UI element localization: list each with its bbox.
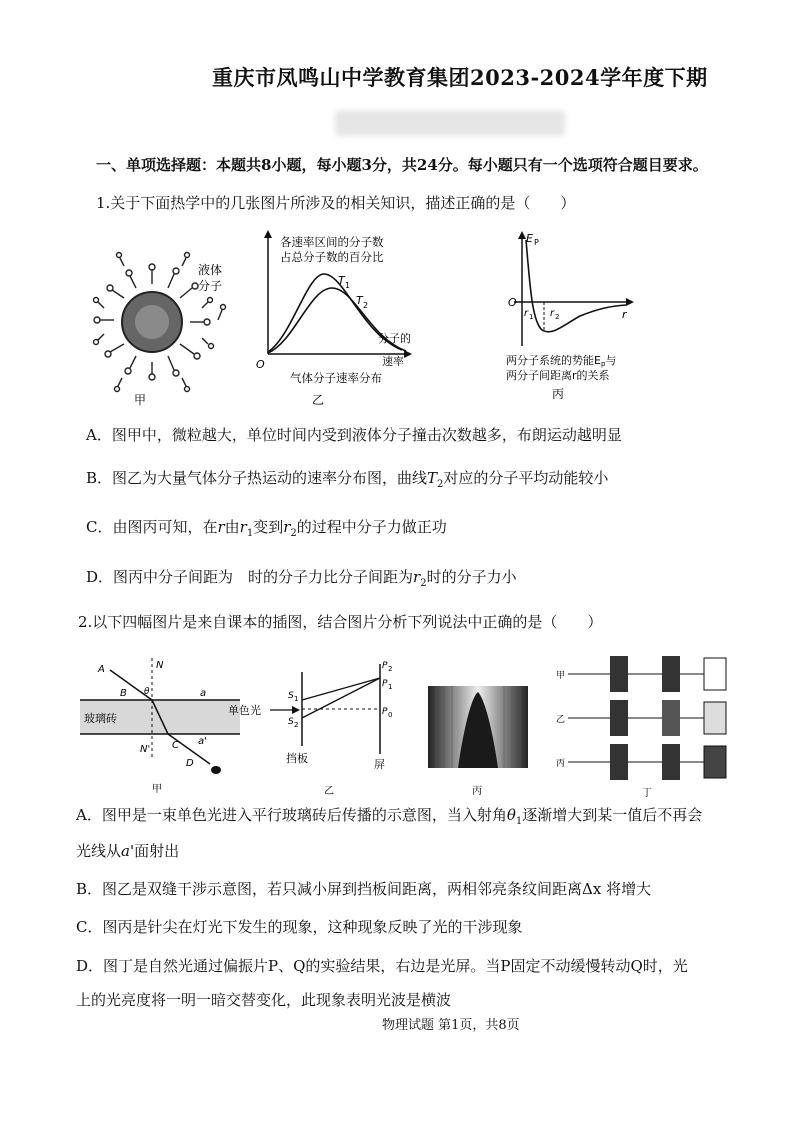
ylabel-line1: 各速率区间的分子数 [280, 235, 384, 249]
polarizer-row-3 [556, 744, 726, 780]
q2-option-a-line2: 光线从a'面射出 [76, 842, 180, 860]
figure-potential-energy [500, 226, 650, 412]
svg-text:1: 1 [529, 313, 534, 321]
svg-text:丙: 丙 [556, 759, 566, 769]
xlabel-line1: 分子的 [378, 332, 411, 345]
q2-option-a-line1: A．图甲是一束单色光进入平行玻璃砖后传播的示意图，当入射角$\theta_1$逐渐增大到某一值后不再会 [76, 806, 703, 827]
origin-label: O [508, 296, 517, 309]
q1-option-a: A．图甲中，微粒越大，单位时间内受到液体分子撞击次数越多，布朗运动越明显 [86, 426, 622, 444]
svg-text:0: 0 [388, 711, 393, 719]
figure-brownian-motion [90, 240, 240, 410]
caption-jia: 甲 [134, 393, 147, 407]
svg-text:P: P [382, 679, 388, 689]
polarizer-row-2 [556, 700, 726, 736]
r2-label: r [550, 308, 555, 319]
svg-text:S: S [288, 717, 294, 727]
svg-text:A: A [98, 664, 105, 675]
figure-title: 气体分子速率分布 [290, 371, 382, 385]
mono-light-label: 单色光 [228, 704, 261, 717]
svg-text:1: 1 [345, 281, 351, 290]
origin-label: O [256, 358, 265, 371]
figure-glass-slab [80, 652, 240, 802]
q1-option-c: C．由图丙可知，在r由$r_1$变到$r_2$的过程中分子力做正功 [86, 518, 447, 539]
q1-option-b: B．图乙为大量气体分子热运动的速率分布图，曲线$T_2$对应的分子平均动能较小 [86, 469, 609, 490]
r1-label: r [524, 308, 529, 319]
svg-text:甲: 甲 [556, 671, 566, 681]
r-axis-label: r [622, 308, 627, 321]
svg-text:P: P [382, 661, 388, 671]
svg-text:a: a [200, 688, 207, 699]
q2-option-d-line1: D．图丁是自然光通过偏振片P、Q的实验结果，右边是光屏。当P固定不动缓慢转动Q时，光 [76, 957, 688, 975]
glass-label: 玻璃砖 [84, 712, 117, 725]
blurred-subtitle [335, 110, 565, 136]
svg-text:1: 1 [294, 695, 299, 703]
svg-text:2: 2 [555, 313, 560, 321]
svg-text:B: B [120, 688, 127, 699]
caption-jia: 甲 [152, 784, 162, 795]
svg-text:N: N [156, 660, 164, 671]
svg-text:θ: θ [144, 687, 150, 697]
xlabel-line2: 速率 [382, 355, 404, 368]
svg-text:a': a' [198, 736, 207, 747]
q1-option-d: D．图丙中分子间距为 时的分子力比分子间距为$r_2$时的分子力小 [86, 568, 517, 589]
q2-option-b: B．图乙是双缝干涉示意图，若只减小屏到挡板间距离，两相邻亮条纹间距离Δx 将增大 [76, 880, 652, 898]
svg-text:2: 2 [294, 721, 299, 729]
svg-text:C: C [172, 740, 179, 751]
figure-polarizers [552, 650, 732, 802]
q2-option-c: C．图丙是针尖在灯光下发生的现象，这种现象反映了光的干涉现象 [76, 918, 523, 936]
svg-text:P: P [382, 707, 388, 717]
svg-text:D: D [186, 758, 194, 769]
desc-line1: 两分子系统的势能Ep与 [506, 354, 617, 368]
polarizer-row-1 [556, 656, 726, 692]
svg-text:乙: 乙 [556, 715, 566, 725]
q2-option-d-line2: 上的光亮度将一明一暗交替变化，此现象表明光波是横波 [76, 991, 452, 1009]
figure-needle-diffraction [428, 686, 528, 802]
svg-text:2: 2 [388, 665, 393, 673]
label-t2: T [356, 294, 363, 307]
label-molecule: 分子 [198, 279, 223, 293]
baffle-label: 挡板 [286, 752, 308, 765]
caption-bing: 丙 [472, 786, 482, 797]
svg-text:N': N' [140, 744, 151, 755]
label-liquid: 液体 [198, 263, 223, 277]
section-heading: 一、单项选择题：本题共8小题，每小题3分，共24分。每小题只有一个选项符合题目要求。 [96, 156, 708, 174]
svg-text:P: P [534, 238, 539, 247]
desc-line2: 两分子间距离r的关系 [506, 369, 610, 382]
label-t1: T [338, 274, 345, 287]
question-2-stem: 2.以下四幅图片是来自课本的插图，结合图片分析下列说法中正确的是（ ） [78, 613, 603, 631]
question-1-stem: 1.关于下面热学中的几张图片所涉及的相关知识，描述正确的是（ ） [96, 194, 576, 212]
svg-text:1: 1 [388, 683, 393, 691]
figure-speed-distribution [252, 226, 422, 412]
caption-ding: 丁 [642, 788, 652, 799]
svg-text:2: 2 [363, 301, 369, 310]
ep-curve [526, 240, 626, 332]
svg-text:S: S [288, 691, 294, 701]
screen-label: 屏 [374, 758, 385, 771]
caption-bing: 丙 [552, 387, 565, 401]
figure-double-slit [228, 654, 398, 802]
ylabel-line2: 占总分子数的百分比 [280, 250, 384, 264]
page-footer: 物理试题 第1页，共8页 [382, 1018, 520, 1033]
caption-yi: 乙 [324, 786, 334, 797]
caption-yi: 乙 [312, 393, 325, 407]
page-title: 重庆市凤鸣山中学教育集团2023-2024学年度下期 [212, 65, 708, 90]
ep-label: E [526, 232, 533, 245]
